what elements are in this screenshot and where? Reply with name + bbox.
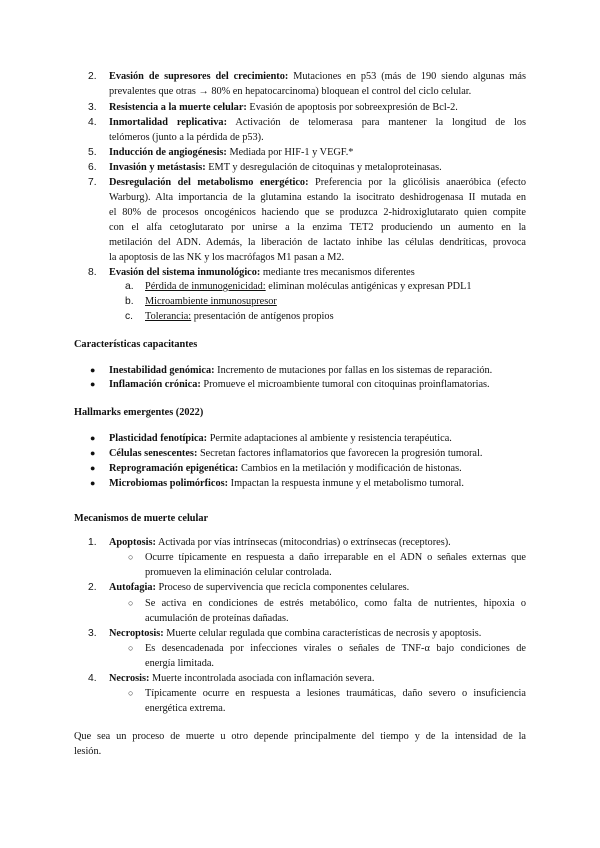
sub-label: Pérdida de inmunogenicidad: <box>145 281 266 292</box>
item-title: Evasión de supresores del crecimiento: <box>109 71 289 82</box>
item-title: Inmortalidad replicativa: <box>109 117 228 128</box>
item-title: Células senescentes: <box>109 448 198 459</box>
sub-text: eliminan moléculas antigénicas y expresan PDL1 <box>268 281 472 292</box>
bullet-icon: ● <box>90 365 96 375</box>
list-number: 8. <box>88 267 97 278</box>
item-text: prevalentes que otras → 80% en hepatocarcinoma) bloquean el control del ciclo celular. <box>109 86 472 97</box>
list-number: 4. <box>88 117 97 128</box>
item-title: Inducción de angiogénesis: <box>109 147 227 158</box>
list-item <box>109 70 526 83</box>
item-text: EMT y desregulación de citoquinas y metaloproteinasas. <box>208 162 442 173</box>
section-heading-emergentes: Hallmarks emergentes (2022) <box>74 407 204 418</box>
bullet-icon: ● <box>90 379 96 389</box>
sub-letter: c. <box>125 311 134 322</box>
item-text: Evasión de apoptosis por sobreexpresión de Bcl-2. <box>249 102 458 113</box>
item-text: Proceso de supervivencia que recicla componentes celulares. <box>158 582 410 593</box>
item-text: la apoptosis de las NK y los macrófagos M1 pasan a M2. <box>109 252 345 263</box>
list-item <box>109 116 526 129</box>
list-number: 3. <box>88 102 97 113</box>
list-item <box>109 447 482 460</box>
item-title: Inflamación crónica: <box>109 379 201 390</box>
item-text: Muerte incontrolada asociada con inflamación severa. <box>152 673 375 684</box>
item-text: Muerte celular regulada que combina características de necrosis y apoptosis. <box>166 628 482 639</box>
sub-letter: a. <box>125 281 134 292</box>
sub-item <box>145 280 472 293</box>
section-heading-capacitantes: Características capacitantes <box>74 339 198 350</box>
section-heading-muerte: Mecanismos de muerte celular <box>74 513 209 524</box>
item-title: Autofagia: <box>109 582 156 593</box>
bullet-icon: ● <box>90 433 96 443</box>
list-item <box>109 101 458 114</box>
sub-item-text: energética extrema. <box>145 703 226 714</box>
list-item <box>109 536 451 549</box>
list-number: 2. <box>88 71 97 82</box>
list-number: 1. <box>88 537 97 548</box>
item-text: Activada por vías intrínsecas (mitocondrias) o extrínsecas (receptores). <box>157 537 451 548</box>
list-item <box>109 161 442 174</box>
closing-paragraph-line: Que sea un proceso de muerte u otro depende principalmente del tiempo y de la intensidad de la <box>74 731 526 742</box>
list-item <box>109 378 490 391</box>
list-number: 5. <box>88 147 97 158</box>
item-text: Permite adaptaciones al ambiente y resistencia terapéutica. <box>209 433 452 444</box>
item-title: Desregulación del metabolismo energético: <box>109 177 309 188</box>
item-text: mediante tres mecanismos diferentes <box>262 267 415 278</box>
item-text: con el alfa cetoglutarato por unirse a la enzima TET2 produciendo un aumento en la <box>109 222 526 233</box>
list-item <box>109 627 481 640</box>
list-item <box>109 672 374 685</box>
sub-item-text: Ocurre típicamente en respuesta a daño irreparable en el ADN o señales externas que <box>145 552 526 563</box>
sub-bullet-icon: ○ <box>128 643 134 653</box>
item-text: Promueve el microambiente tumoral con citoquinas proinflamatorias. <box>203 379 490 390</box>
item-text: Warburg). Alta importancia de la glutamina estando la isocitrato deshidrogenasa II mutada en <box>109 192 526 203</box>
sub-label: Microambiente inmunosupresor <box>145 296 277 307</box>
item-title: Inestabilidad genómica: <box>109 365 215 376</box>
list-item <box>109 266 415 279</box>
bullet-icon: ● <box>90 448 96 458</box>
list-item <box>109 432 452 445</box>
sub-text: presentación de antígenos propios <box>193 311 334 322</box>
item-title: Apoptosis: <box>109 537 156 548</box>
list-item <box>109 462 462 475</box>
list-number: 7. <box>88 177 97 188</box>
item-text: Mediada por HIF-1 y VEGF.* <box>229 147 354 158</box>
item-text: Incremento de mutaciones por fallas en los sistemas de reparación. <box>217 365 493 376</box>
item-title: Evasión del sistema inmunológico: <box>109 267 261 278</box>
sub-item-text: energía limitada. <box>145 658 215 669</box>
item-text: el 80% de procesos oncogénicos haciendo que se produzca 2-hidroxiglutarato quien compite <box>109 207 526 218</box>
sub-item-text: acumulación de proteínas dañadas. <box>145 613 289 624</box>
item-text: Mutaciones en p53 (más de 190 siendo algunas más <box>293 71 526 82</box>
item-title: Invasión y metástasis: <box>109 162 206 173</box>
bullet-icon: ● <box>90 478 96 488</box>
list-number: 2. <box>88 582 97 593</box>
sub-label: Tolerancia: <box>145 311 192 322</box>
item-title: Microbiomas polimórficos: <box>109 478 229 489</box>
sub-item <box>145 310 334 323</box>
sub-item-text: promueven la eliminación celular controlada. <box>145 567 332 578</box>
list-item <box>109 364 492 377</box>
item-text: Secretan factores inflamatorios que favorecen la progresión tumoral. <box>199 448 483 459</box>
list-item <box>109 477 464 490</box>
item-text: Cambios en la metilación y modificación de histonas. <box>240 463 462 474</box>
sub-item-text: Típicamente ocurre en respuesta a lesiones traumáticas, daño severo o insuficiencia <box>145 688 526 699</box>
item-text: Preferencia por la glicólisis anaeróbica (efecto <box>315 177 526 188</box>
list-item <box>109 581 409 594</box>
item-text: Impactan la respuesta inmune y el metabolismo tumoral. <box>230 478 464 489</box>
bullet-icon: ● <box>90 463 96 473</box>
item-title: Necroptosis: <box>109 628 164 639</box>
item-text: telómeros (junto a la pérdida de p53). <box>109 132 264 143</box>
sub-bullet-icon: ○ <box>128 552 134 562</box>
sub-item-text: Es desencadenada por infecciones virales o señales de TNF-α bajo condiciones de <box>145 643 526 654</box>
sub-item <box>145 295 277 308</box>
list-number: 3. <box>88 628 97 639</box>
item-title: Reprogramación epigenética: <box>109 463 239 474</box>
item-text: Activación de telomerasa para mantener la longitud de los <box>235 117 526 128</box>
item-title: Resistencia a la muerte celular: <box>109 102 247 113</box>
list-item <box>109 146 353 159</box>
sub-bullet-icon: ○ <box>128 598 134 608</box>
list-number: 6. <box>88 162 97 173</box>
item-title: Necrosis: <box>109 673 150 684</box>
item-text: metilación del ADN. Además, la liberación de lactato inhibe las células dendríticas, provoca <box>109 237 526 248</box>
closing-paragraph-line: lesión. <box>74 746 102 757</box>
sub-letter: b. <box>125 296 134 307</box>
list-number: 4. <box>88 673 97 684</box>
sub-item-text: Se activa en condiciones de estrés metabólico, como falta de nutrientes, hipoxia o <box>145 598 526 609</box>
sub-bullet-icon: ○ <box>128 688 134 698</box>
list-item <box>109 176 526 189</box>
item-title: Plasticidad fenotípica: <box>109 433 208 444</box>
